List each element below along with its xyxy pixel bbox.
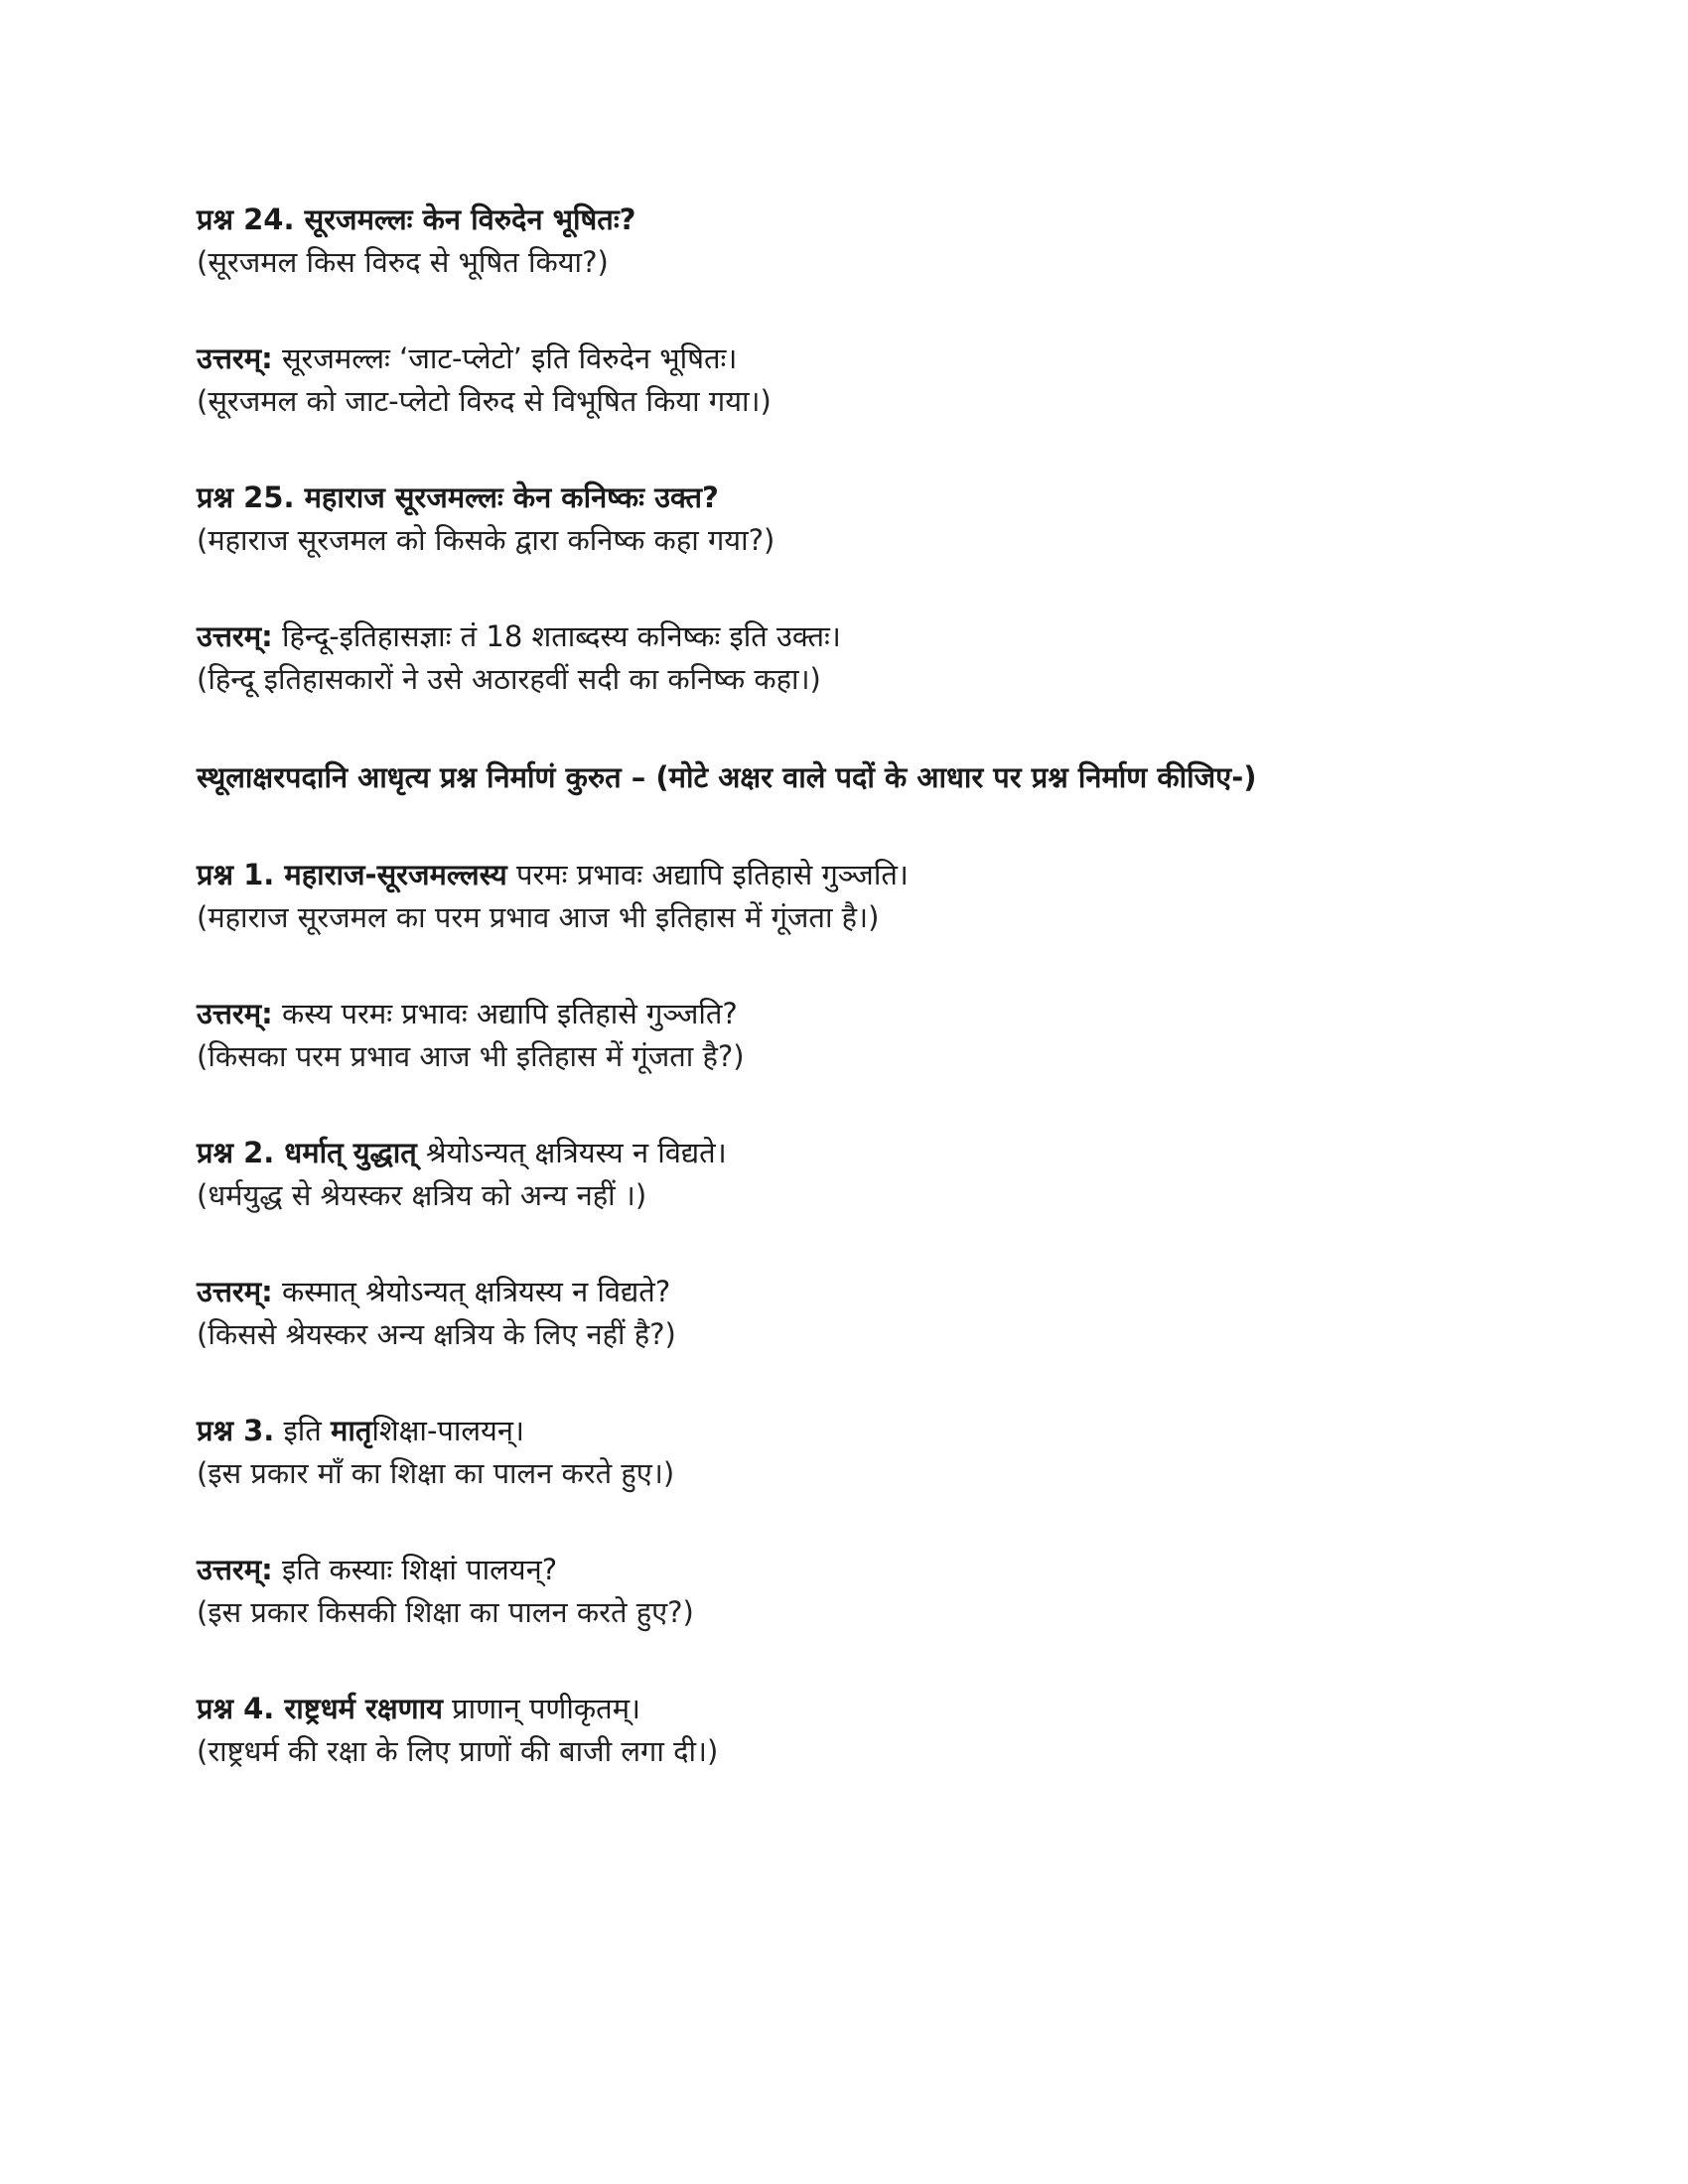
exercise-question-4-translation: (राष्ट्रधर्म की रक्षा के लिए प्राणों की बाजी लगा दी।) bbox=[197, 1734, 719, 1768]
answer-label: उत्तरम्: bbox=[197, 341, 273, 375]
bold-phrase: महाराज-सूरजमल्लस्य bbox=[274, 858, 507, 891]
answer-body: इति कस्याः शिक्षां पालयन्? bbox=[272, 1553, 558, 1586]
question-label: प्रश्न 4. bbox=[197, 1692, 275, 1725]
question-body: शिक्षा-पालयन्। bbox=[371, 1414, 524, 1447]
question-25-text bbox=[197, 477, 1438, 519]
question-label: प्रश्न 1. bbox=[197, 858, 275, 891]
answer-label: उत्तरम्: bbox=[197, 1275, 273, 1308]
answer-label: उत्तरम्: bbox=[197, 997, 273, 1030]
answer-24-translation: (सूरजमल को जाट-प्लेटो विरुद से विभूषित किया गया।) bbox=[197, 384, 772, 418]
exercise-answer-1-text bbox=[197, 993, 1438, 1035]
exercise-question-1-text bbox=[197, 854, 1438, 896]
answer-25-block bbox=[197, 615, 1438, 701]
question-label: प्रश्न 24. bbox=[197, 203, 295, 236]
question-24-text bbox=[197, 199, 1438, 241]
exercise-question-2-block bbox=[197, 1132, 1438, 1217]
exercise-question-2-translation: (धर्मयुद्ध से श्रेयस्कर क्षत्रिय को अन्य नहीं ।) bbox=[197, 1178, 647, 1212]
exercise-answer-3-translation: (इस प्रकार किसकी शिक्षा का पालन करते हुए?) bbox=[197, 1595, 694, 1629]
answer-25-translation: (हिन्दू इतिहासकारों ने उसे अठारहवीं सदी का कनिष्क कहा।) bbox=[197, 662, 821, 696]
exercise-answer-2-text bbox=[197, 1271, 1438, 1313]
question-label: प्रश्न 25. bbox=[197, 480, 295, 514]
question-25-translation: (महाराज सूरजमल को किसके द्वारा कनिष्क कहा गया?) bbox=[197, 523, 775, 557]
question-label: प्रश्न 2. bbox=[197, 1136, 275, 1169]
exercise-question-4-block bbox=[197, 1688, 1438, 1773]
answer-24-text bbox=[197, 338, 1438, 380]
exercise-answer-2-translation: (किससे श्रेयस्कर अन्य क्षत्रिय के लिए नहीं है?) bbox=[197, 1317, 676, 1351]
bold-phrase: धर्मात् युद्धात् bbox=[274, 1136, 417, 1169]
answer-body: कस्य परमः प्रभावः अद्यापि इतिहासे गुञ्जति? bbox=[272, 997, 738, 1030]
question-body: श्रेयोऽन्यत् क्षत्रियस्य न विद्यते। bbox=[416, 1136, 727, 1169]
question-24-translation: (सूरजमल किस विरुद से भूषित किया?) bbox=[197, 245, 609, 279]
answer-label: उत्तरम्: bbox=[197, 1553, 273, 1586]
exercise-question-3-text bbox=[197, 1410, 1438, 1452]
question-bold-text: सूरजमल्लः केन विरुदेन भूषितः? bbox=[294, 203, 636, 236]
answer-body: हिन्दू-इतिहासज्ञाः तं 18 शताब्दस्य कनिष्कः इति उक्तः। bbox=[272, 619, 841, 653]
exercise-answer-1-block bbox=[197, 993, 1438, 1078]
question-body: प्राणान् पणीकृतम्। bbox=[442, 1692, 641, 1725]
bold-phrase: मातृ bbox=[331, 1414, 372, 1447]
exercise-question-2-text bbox=[197, 1132, 1438, 1174]
exercise-question-3-block bbox=[197, 1410, 1438, 1495]
exercise-answer-3-text bbox=[197, 1549, 1438, 1591]
exercise-answer-1-translation: (किसका परम प्रभाव आज भी इतिहास में गूंजता है?) bbox=[197, 1039, 745, 1073]
question-bold-text: महाराज सूरजमल्लः केन कनिष्कः उक्त? bbox=[294, 480, 719, 514]
section-heading: स्थूलाक्षरपदानि आधृत्य प्रश्न निर्माणं कुरुत – (मोटे अक्षर वाले पदों के आधार पर प्रश्न निर्माण कीजिए-) bbox=[197, 760, 1257, 794]
answer-label: उत्तरम्: bbox=[197, 619, 273, 653]
answer-24-block bbox=[197, 338, 1438, 423]
document-page bbox=[197, 199, 1438, 1827]
answer-body: कस्मात् श्रेयोऽन्यत् क्षत्रियस्य न विद्यते? bbox=[272, 1275, 671, 1308]
question-24-block bbox=[197, 199, 1438, 284]
section-heading-block bbox=[197, 754, 1438, 800]
bold-phrase: राष्ट्रधर्म रक्षणाय bbox=[274, 1692, 443, 1725]
answer-body: सूरजमल्लः ‘जाट-प्लेटो’ इति विरुदेन भूषितः। bbox=[272, 341, 738, 375]
exercise-question-4-text bbox=[197, 1688, 1438, 1730]
question-body: परमः प्रभावः अद्यापि इतिहासे गुञ्जति। bbox=[506, 858, 909, 891]
exercise-answer-2-block bbox=[197, 1271, 1438, 1356]
question-25-block bbox=[197, 477, 1438, 562]
question-label: प्रश्न 3. bbox=[197, 1414, 275, 1447]
exercise-question-3-translation: (इस प्रकार माँ का शिक्षा का पालन करते हुए।) bbox=[197, 1456, 675, 1490]
exercise-question-1-translation: (महाराज सूरजमल का परम प्रभाव आज भी इतिहास में गूंजता है।) bbox=[197, 900, 880, 934]
exercise-answer-3-block bbox=[197, 1549, 1438, 1634]
answer-25-text bbox=[197, 615, 1438, 658]
exercise-question-1-block bbox=[197, 854, 1438, 939]
question-body-pre: इति bbox=[274, 1414, 332, 1447]
